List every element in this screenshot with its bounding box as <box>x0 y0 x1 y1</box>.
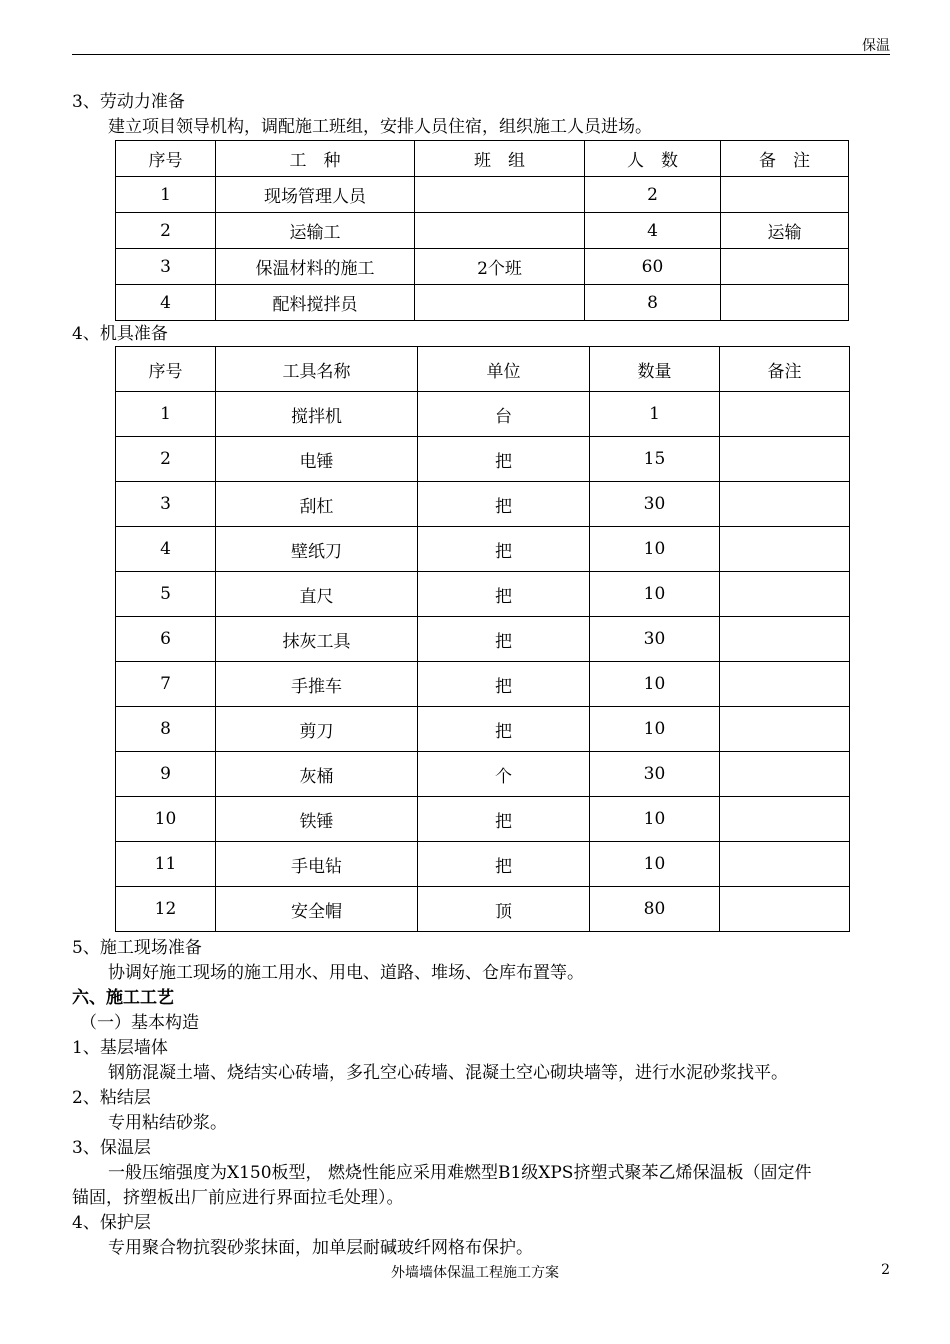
item2-heading: 2、粘结层 <box>72 1088 151 1108</box>
table-cell: 9 <box>116 752 216 797</box>
table-cell: 30 <box>590 617 720 662</box>
table-cell: 灰桶 <box>216 752 418 797</box>
table-cell: 10 <box>590 572 720 617</box>
table-cell: 把 <box>418 572 590 617</box>
page-number: 2 <box>881 1262 890 1278</box>
section3-heading: 3、劳动力准备 <box>72 92 185 112</box>
table-row <box>116 572 850 617</box>
table-cell: 直尺 <box>216 572 418 617</box>
table-cell <box>720 887 850 932</box>
table-cell: 把 <box>418 437 590 482</box>
table-cell: 把 <box>418 797 590 842</box>
table-cell: 保温材料的施工 <box>216 249 415 285</box>
table-cell <box>721 285 849 321</box>
table-cell: 现场管理人员 <box>216 177 415 213</box>
table-cell: 10 <box>590 527 720 572</box>
tool-header-cell: 备注 <box>720 347 850 392</box>
table-cell <box>720 482 850 527</box>
footer-title: 外墙墙体保温工程施工方案 <box>391 1265 559 1281</box>
item1-heading: 1、基层墙体 <box>72 1038 168 1058</box>
table-cell: 8 <box>116 707 216 752</box>
table-row <box>116 797 850 842</box>
table-cell: 11 <box>116 842 216 887</box>
table-cell: 配料搅拌员 <box>216 285 415 321</box>
table-cell: 运输 <box>721 213 849 249</box>
table-cell: 10 <box>590 662 720 707</box>
table-row <box>116 617 850 662</box>
table-cell: 12 <box>116 887 216 932</box>
table-cell <box>720 797 850 842</box>
table-cell: 2 <box>116 437 216 482</box>
chapter6-heading: 六、施工工艺 <box>72 988 174 1008</box>
table-cell: 80 <box>590 887 720 932</box>
table-cell: 顶 <box>418 887 590 932</box>
table-cell: 搅拌机 <box>216 392 418 437</box>
table-cell: 30 <box>590 482 720 527</box>
table-cell <box>720 392 850 437</box>
tool-header-cell: 数量 <box>590 347 720 392</box>
table-cell: 1 <box>116 392 216 437</box>
table-cell: 手推车 <box>216 662 418 707</box>
table-cell: 电锤 <box>216 437 418 482</box>
header-label: 保温 <box>862 38 890 54</box>
table-row <box>116 285 849 321</box>
table-cell <box>720 437 850 482</box>
section4-heading: 4、机具准备 <box>72 324 168 344</box>
labor-header-cell: 工 种 <box>216 141 415 177</box>
table-cell: 10 <box>590 797 720 842</box>
table-cell: 3 <box>116 482 216 527</box>
table-row <box>116 662 850 707</box>
item3-text-line1: 一般压缩强度为X150板型， 燃烧性能应采用难燃型B1级XPS挤塑式聚苯乙烯保温板（固定件 <box>108 1163 812 1183</box>
table-cell: 6 <box>116 617 216 662</box>
table-cell: 7 <box>116 662 216 707</box>
table-cell: 剪刀 <box>216 707 418 752</box>
table-cell <box>721 177 849 213</box>
table-cell: 铁锤 <box>216 797 418 842</box>
section5-text: 协调好施工现场的施工用水、用电、道路、堆场、仓库布置等。 <box>108 963 584 983</box>
table-cell: 10 <box>116 797 216 842</box>
table-cell: 4 <box>116 285 216 321</box>
table-cell <box>415 285 585 321</box>
item1-text: 钢筋混凝土墙、烧结实心砖墙，多孔空心砖墙、混凝土空心砌块墙等，进行水泥砂浆找平。 <box>108 1063 788 1083</box>
labor-table-header-row <box>116 141 849 177</box>
table-cell: 1 <box>590 392 720 437</box>
table-cell: 10 <box>590 707 720 752</box>
table-row <box>116 527 850 572</box>
table-cell: 2 <box>585 177 721 213</box>
table-cell: 把 <box>418 527 590 572</box>
item4-heading: 4、保护层 <box>72 1213 151 1233</box>
table-cell <box>721 249 849 285</box>
table-row <box>116 213 849 249</box>
table-cell: 抹灰工具 <box>216 617 418 662</box>
table-cell: 10 <box>590 842 720 887</box>
table-cell <box>720 662 850 707</box>
tool-header-cell: 序号 <box>116 347 216 392</box>
tool-header-cell: 单位 <box>418 347 590 392</box>
item3-text-line2: 锚固，挤塑板出厂前应进行界面拉毛处理）。 <box>72 1188 404 1208</box>
tool-table <box>115 346 850 932</box>
table-cell: 1 <box>116 177 216 213</box>
table-cell <box>720 527 850 572</box>
table-cell <box>720 842 850 887</box>
item4-text: 专用聚合物抗裂砂浆抹面，加单层耐碱玻纤网格布保护。 <box>108 1238 533 1258</box>
table-cell: 2个班 <box>415 249 585 285</box>
table-cell: 台 <box>418 392 590 437</box>
table-cell: 4 <box>116 527 216 572</box>
tool-table-header-row <box>116 347 850 392</box>
table-cell: 手电钻 <box>216 842 418 887</box>
table-cell: 8 <box>585 285 721 321</box>
table-cell: 安全帽 <box>216 887 418 932</box>
table-cell: 把 <box>418 842 590 887</box>
table-cell <box>720 572 850 617</box>
table-row <box>116 437 850 482</box>
labor-table <box>115 140 849 321</box>
table-row <box>116 482 850 527</box>
table-row <box>116 842 850 887</box>
table-cell: 把 <box>418 707 590 752</box>
table-row <box>116 177 849 213</box>
table-cell: 壁纸刀 <box>216 527 418 572</box>
table-cell: 4 <box>585 213 721 249</box>
table-cell <box>720 617 850 662</box>
labor-header-cell: 序号 <box>116 141 216 177</box>
header-rule <box>72 54 890 55</box>
table-cell: 把 <box>418 662 590 707</box>
section5-heading: 5、施工现场准备 <box>72 938 202 958</box>
table-cell: 60 <box>585 249 721 285</box>
table-cell: 2 <box>116 213 216 249</box>
table-cell: 运输工 <box>216 213 415 249</box>
table-cell: 5 <box>116 572 216 617</box>
table-row <box>116 752 850 797</box>
item3-heading: 3、保温层 <box>72 1138 151 1158</box>
section3-text: 建立项目领导机构，调配施工班组，安排人员住宿，组织施工人员进场。 <box>108 117 652 137</box>
table-cell: 把 <box>418 617 590 662</box>
table-cell <box>720 707 850 752</box>
table-cell: 个 <box>418 752 590 797</box>
table-row <box>116 249 849 285</box>
table-cell: 30 <box>590 752 720 797</box>
table-row <box>116 707 850 752</box>
labor-header-cell: 班 组 <box>415 141 585 177</box>
tool-header-cell: 工具名称 <box>216 347 418 392</box>
table-row <box>116 392 850 437</box>
table-cell: 把 <box>418 482 590 527</box>
table-cell: 15 <box>590 437 720 482</box>
table-row <box>116 887 850 932</box>
item2-text: 专用粘结砂浆。 <box>108 1113 227 1133</box>
table-cell <box>720 752 850 797</box>
table-cell <box>415 213 585 249</box>
table-cell: 刮杠 <box>216 482 418 527</box>
table-cell <box>415 177 585 213</box>
labor-header-cell: 备 注 <box>721 141 849 177</box>
labor-header-cell: 人 数 <box>585 141 721 177</box>
chapter6-sub1: （一）基本构造 <box>80 1013 199 1033</box>
table-cell: 3 <box>116 249 216 285</box>
